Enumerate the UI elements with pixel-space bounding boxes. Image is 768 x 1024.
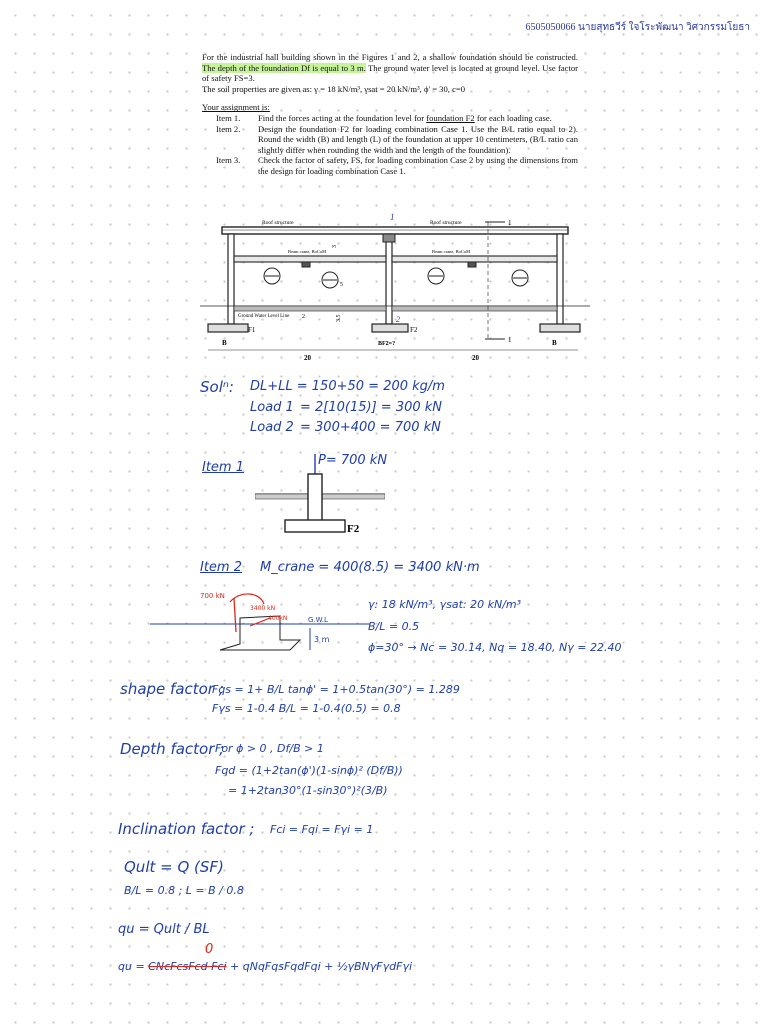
span-left: 20 (304, 354, 311, 362)
shape-factor-label: shape factor ; (120, 680, 224, 698)
assignment-item (202, 113, 578, 124)
depth-factor-label: Depth factor ; (120, 740, 225, 758)
solution-line-1: DL+LL = 150+50 = 200 kg/m (250, 379, 445, 394)
problem-statement (202, 52, 578, 177)
bl-ratio: B/L = 0.5 (368, 620, 420, 633)
load-2-label: Load 2 (250, 420, 294, 435)
dim-5: 5 (340, 282, 343, 288)
qu-prefix: qu = (118, 960, 149, 973)
dim-b-right: B (552, 339, 557, 347)
crane-label-left: Beam crane, BoCoM (288, 249, 327, 254)
crane-label-right: Beam crane, BoCoM (432, 249, 471, 254)
bearing-factors: ϕ=30° → Nc = 30.14, Nq = 18.40, Nγ = 22.40 (368, 641, 622, 654)
qu-remaining-terms: + qNqFqsFqdFqi + ½γBNγFγdFγi (226, 960, 413, 973)
solution-label: Solⁿ: (200, 378, 234, 396)
item-1-label: Item 1 (202, 460, 244, 475)
load-400-label: 400kN (268, 615, 288, 622)
section-mark-bottom: 1 (508, 336, 512, 344)
problem-intro (202, 52, 578, 84)
roof-label-left: Roof structure (262, 220, 294, 226)
depth-hw-label: 3 m (314, 635, 330, 644)
dim-2: 2 (302, 314, 305, 320)
crane-moment: M_crane = 400(8.5) = 3400 kN·m (260, 560, 480, 575)
soil-properties: The soil properties are given as: γ = 18 kN/m³, γsat = 20 kN/m³, ϕ' = 30, c=0 (202, 83, 466, 94)
inclination-equation: Fci = Fqi = Fγi = 1 (270, 823, 374, 836)
load-1-value: = 2[10(15)] = 300 kN (300, 400, 443, 415)
load-3400-label: 3400 kN (250, 605, 276, 612)
item-label: Item 1. (216, 112, 241, 123)
load-1-label: Load 1 (250, 400, 294, 415)
bearing-capacity-equation (118, 960, 412, 973)
item-label: Item 3. (216, 155, 241, 166)
dim-bf2: BF2=? (378, 341, 396, 347)
author-header: 6505050066 นายสุทธวีร์ ใจโระพัฒนา วิศวกรรมโยธา (525, 22, 750, 33)
item-2-footing-sketch (150, 588, 370, 668)
item-1-force: P= 700 kN (318, 453, 388, 468)
fqs-equation: Fqs = 1+ B/L tanϕ' = 1+0.5tan(30°) = 1.289 (212, 683, 460, 696)
hw-mark-2: 2 (396, 315, 400, 324)
item-2-label: Item 2 (200, 560, 242, 575)
struck-cohesion-term: CNcFcsFcd Fci (148, 960, 227, 973)
item-1-f2-label: F2 (347, 523, 360, 535)
gwl-label: Ground Water Level Line (238, 314, 290, 319)
footing-f1-label: F1 (248, 326, 256, 334)
footing-f2-label: F2 (410, 326, 418, 334)
inclination-factor-label: Inclination factor ; (118, 820, 255, 838)
hall-section-figure (200, 210, 590, 365)
section-mark-top: 1 (508, 219, 512, 227)
item-text-underlined: foundation F2 (426, 112, 475, 123)
gwl-hw-label: G.W.L (308, 616, 328, 624)
span-right: 20 (472, 354, 479, 362)
highlighted-depth: The depth of the foundation Df is equal to 3 m. (202, 62, 366, 73)
item-label: Item 2. (216, 123, 241, 134)
qult-equation: Qult = Q (SF) (124, 858, 224, 876)
dim-b-left: B (222, 339, 227, 347)
dim-3: 3 (332, 245, 338, 248)
item-text: Find the forces acting at the foundation level for (258, 112, 427, 123)
intro-text: For the industrial hall building shown in the Figures 1 and 2, a shallow foundation should be constructed. (202, 52, 578, 62)
fqd-equation-2: = 1+2tan30°(1-sin30°)²(3/B) (228, 784, 388, 797)
load-2-value: = 300+400 = 700 kN (300, 420, 441, 435)
assignment-item (202, 155, 578, 176)
qu-definition: qu = Qult / BL (118, 922, 210, 937)
hw-mark-1: 1 (390, 212, 395, 222)
load-700-label: 700 kN (200, 592, 225, 600)
intro-text-2: The ground water level is located at ground level. Use factor of safety FS=3. (202, 62, 578, 84)
assignment-item (202, 124, 578, 156)
cancel-zero-mark: 0 (205, 942, 214, 957)
roof-label-right: Roof structure (430, 220, 462, 226)
dim-3-5: 3.5 (336, 314, 342, 322)
item-text-end: for each loading case. (474, 112, 552, 123)
assignment-title: Your assignment is: (202, 102, 270, 113)
depth-condition: For ϕ > 0 , Df/B > 1 (215, 742, 324, 755)
unit-weights: γ: 18 kN/m³, γsat: 20 kN/m³ (368, 598, 522, 611)
item-text: Design the foundation F2 for loading combination Case 1. Use the B/L ratio equal to 2). Round the width (B) and length (L) of the foundation at upper 10 centimeters, (B/L ratio can slightly differ when rounding the width and the length of the foundation). (258, 123, 578, 155)
bl-relation: B/L = 0.8 ; L = B / 0.8 (124, 884, 244, 897)
fgs-equation: Fγs = 1-0.4 B/L = 1-0.4(0.5) = 0.8 (212, 702, 401, 715)
fqd-equation: Fqd = (1+2tan(ϕ')(1-sinϕ)² (Df/B)) (215, 764, 403, 777)
item-text: Check the factor of safety, FS, for loading combination Case 2 by using the dimensions from the design for loading combination Case 1. (258, 155, 578, 176)
